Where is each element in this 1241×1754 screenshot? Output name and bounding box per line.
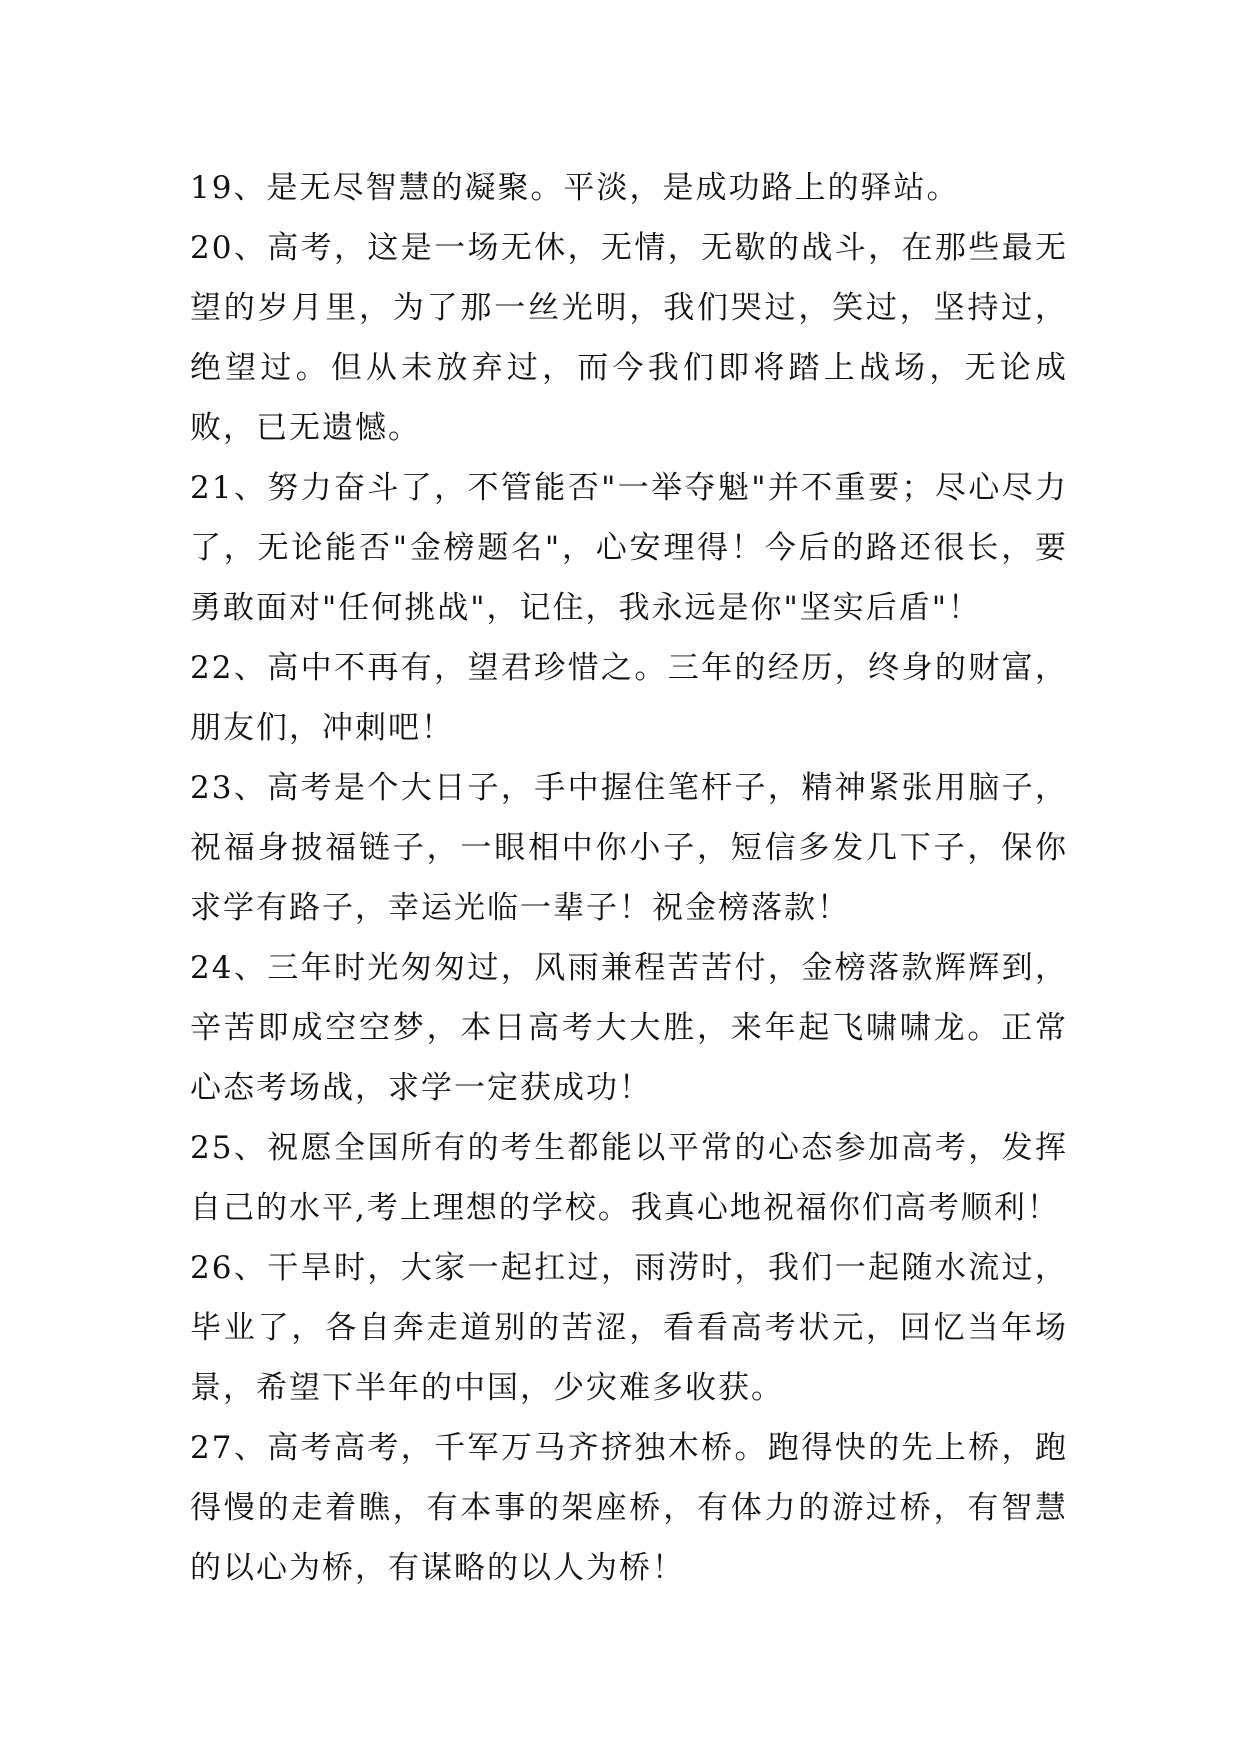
paragraph-20: 20、高考，这是一场无休，无情，无歇的战斗，在那些最无望的岁月里，为了那一丝光明，我们哭过，笑过，坚持过，绝望过。但从未放弃过，而今我们即将踏上战场，无论成败，已无遗憾。 <box>190 230 1068 446</box>
paragraph-27: 27、高考高考，千军万马齐挤独木桥。跑得快的先上桥，跑得慢的走着瞧，有本事的架座桥，有体力的游过桥，有智慧的以心为桥，有谋略的以人为桥！ <box>190 1430 1068 1586</box>
paragraph-26: 26、干旱时，大家一起扛过，雨涝时，我们一起随水流过，毕业了，各自奔走道别的苦涩，看看高考状元，回忆当年场景，希望下半年的中国，少灾难多收获。 <box>190 1250 1068 1406</box>
paragraph-24: 24、三年时光匆匆过，风雨兼程苦苦付，金榜落款辉辉到，辛苦即成空空梦，本日高考大大胜，来年起飞啸啸龙。正常心态考场战，求学一定获成功！ <box>190 950 1068 1106</box>
paragraph-23: 23、高考是个大日子，手中握住笔杆子，精神紧张用脑子，祝福身披福链子，一眼相中你小子，短信多发几下子，保你求学有路子，幸运光临一辈子！祝金榜落款！ <box>190 770 1068 926</box>
paragraph-22: 22、高中不再有，望君珍惜之。三年的经历，终身的财富，朋友们，冲刺吧！ <box>190 650 1068 746</box>
paragraph-25: 25、祝愿全国所有的考生都能以平常的心态参加高考，发挥自己的水平,考上理想的学校。我真心地祝福你们高考顺利！ <box>190 1130 1068 1226</box>
paragraph-21: 21、努力奋斗了，不管能否"一举夺魁"并不重要；尽心尽力了，无论能否"金榜题名"，心安理得！今后的路还很长，要勇敢面对"任何挑战"，记住，我永远是你"坚实后盾"！ <box>190 470 1068 626</box>
document-body <box>190 158 1068 1598</box>
paragraph-19: 19、是无尽智慧的凝聚。平淡，是成功路上的驿站。 <box>190 170 960 206</box>
